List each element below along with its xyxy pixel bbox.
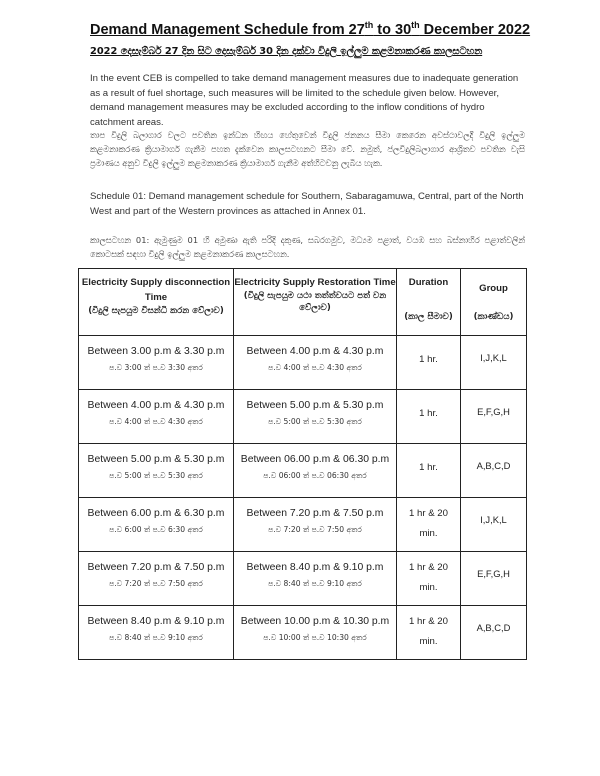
restoration-time-sinhala: ප.ව 5:00 ත් ප.ව 5:30 අතර [268,417,362,426]
header-restoration-label: Electricity Supply Restoration Time [234,277,396,288]
restoration-cell [234,444,397,498]
schedule-description-sinhala: කාලසටහන 01: ඇමුණුම 01 හි අමුණා ඇති පරිදි දකුණ, සබරගමුව, මධ්‍යම පළාත්, වයඹ සහ බස්නාහිර පළාත්වලින් කොටසක් සඳහා විදුලි ඉල්ලුම කළමනාකරණ කාලසටහන. [90,235,525,259]
group-value: A,B,C,D [476,622,511,633]
group-cell [461,390,527,444]
restoration-time-sinhala: ප.ව 7:20 ත් ප.ව 7:50 අතර [268,525,362,534]
table-row [79,336,527,390]
disconnection-time-sinhala: ප.ව 3:00 ත් ප.ව 3:30 අතර [109,363,203,372]
restoration-cell [234,606,397,660]
disconnection-time-sinhala: ප.ව 6:00 ත් ප.ව 6:30 අතර [109,525,203,534]
table-row [79,498,527,552]
header-disconnection-time [79,269,234,336]
header-group-label-sinhala: (කාණ්ඩය) [473,312,514,322]
restoration-time-sinhala: ප.ව 06:00 ත් ප.ව 06:30 අතර [263,471,367,480]
header-restoration-time [234,269,397,336]
disconnection-cell [79,336,234,390]
duration-value: 1 hr & 20 min. [409,508,448,539]
duration-cell [397,444,461,498]
group-cell [461,552,527,606]
restoration-cell [234,336,397,390]
restoration-time-sinhala: ප.ව 4:00 ත් ප.ව 4:30 අතර [268,363,362,372]
restoration-time: Between 5.00 p.m & 5.30 p.m [246,400,384,411]
duration-cell [397,336,461,390]
restoration-cell [234,498,397,552]
disconnection-cell [79,552,234,606]
disconnection-time: Between 4.00 p.m & 4.30 p.m [87,400,225,411]
disconnection-time-sinhala: ප.ව 8:40 ත් ප.ව 9:10 අතර [109,633,203,642]
restoration-time-sinhala: ප.ව 10:00 ත් ප.ව 10:30 අතර [263,633,367,642]
disconnection-cell [79,444,234,498]
header-group [461,269,527,336]
disconnection-cell [79,390,234,444]
disconnection-time: Between 3.00 p.m & 3.30 p.m [87,346,225,357]
restoration-time: Between 06.00 p.m & 06.30 p.m [240,454,390,465]
restoration-time: Between 10.00 p.m & 10.30 p.m [240,616,390,627]
duration-cell [397,390,461,444]
document-subtitle-sinhala: 2022 දෙසැම්බර් 27 දින සිට දෙසැම්බර් 30 දින දක්වා විදුලි ඉල්ලුම කළමනාකරණ කාලසටහන [90,46,483,57]
header-duration-label-sinhala: (කාල සීමාව) [404,312,453,322]
duration-cell [397,552,461,606]
duration-value: 1 hr. [419,408,438,419]
table-row [79,606,527,660]
document-title: Demand Management Schedule from 27th to 30th December 2022 [90,20,531,38]
group-value: E,F,G,H [477,406,510,417]
disconnection-time-sinhala: ප.ව 7:20 ත් ප.ව 7:50 අතර [109,579,203,588]
disconnection-cell [79,606,234,660]
table-row [79,552,527,606]
header-duration [397,269,461,336]
group-cell [461,606,527,660]
restoration-time: Between 7.20 p.m & 7.50 p.m [246,508,384,519]
duration-value: 1 hr. [419,462,438,473]
group-value: E,F,G,H [477,568,510,579]
intro-paragraph-english: In the event CEB is compelled to take demand management measures due to inadequate generation as a result of fuel shortage, such measures will be limited to the schedule given below. However, demand management measures may be excluded according to the inflow conditions of hydro catchment areas. [90,73,519,128]
group-value: A,B,C,D [476,460,511,471]
restoration-cell [234,390,397,444]
duration-cell [397,498,461,552]
duration-cell [397,606,461,660]
group-value: I,J,K,L [480,352,507,363]
header-disconnection-label: Electricity Supply disconnection Time [81,277,231,303]
table-row [79,390,527,444]
group-cell [461,444,527,498]
disconnection-time: Between 8.40 p.m & 9.10 p.m [87,616,225,627]
header-restoration-label-sinhala: (විදුලි සැපයුම යථා තත්ත්වයට පත් වන වේලාව) [243,291,387,313]
schedule-table [78,268,527,660]
schedule-description-english: Schedule 01: Demand management schedule for Southern, Sabaragamuwa, Central, part of the North West and part of the Western provinces as attached in Annex 01. [90,191,524,217]
group-cell [461,336,527,390]
header-disconnection-label-sinhala: (විදුලි සැපයුම විසන්ධි කරන වේලාව) [88,306,224,316]
duration-value: 1 hr & 20 min. [409,562,448,593]
disconnection-time-sinhala: ප.ව 5:00 ත් ප.ව 5:30 අතර [109,471,203,480]
disconnection-time: Between 7.20 p.m & 7.50 p.m [87,562,225,573]
disconnection-time: Between 6.00 p.m & 6.30 p.m [87,508,225,519]
header-group-label: Group [479,283,508,294]
table-header-row [79,269,527,336]
disconnection-time: Between 5.00 p.m & 5.30 p.m [87,454,225,465]
group-value: I,J,K,L [480,514,507,525]
disconnection-time-sinhala: ප.ව 4:00 ත් ප.ව 4:30 අතර [109,417,203,426]
duration-value: 1 hr. [419,354,438,365]
restoration-time: Between 4.00 p.m & 4.30 p.m [246,346,384,357]
restoration-time-sinhala: ප.ව 8:40 ත් ප.ව 9:10 අතර [268,579,362,588]
header-duration-label: Duration [408,277,449,288]
group-cell [461,498,527,552]
intro-paragraph-sinhala: තාප විදුලි බලාගාර වලට පවතින ඉන්ධන හිඟය හේතුවෙන් විදුලි ජනනය සීමා කෙරෙන අවස්ථාවලදී විදුලි ඉල්ලුම කළමනාකරණ ක්‍රියාමාර්ග ගැනීම පහත දැක්වෙන කාලසටහනට සීමා වේ. නමුත්, ජලවිදුලිබලාගාර ආශ්‍රිතව පවතින වැසි ප්‍රමාණය අනුව විදුලි ඉල්ලුම කළමනාකරණ ක්‍රියාමාර්ග ගැනීම අත්හිටවනු ලැබිය හැක. [90,130,525,168]
table-row [79,444,527,498]
restoration-cell [234,552,397,606]
duration-value: 1 hr & 20 min. [409,616,448,647]
disconnection-cell [79,498,234,552]
restoration-time: Between 8.40 p.m & 9.10 p.m [246,562,384,573]
